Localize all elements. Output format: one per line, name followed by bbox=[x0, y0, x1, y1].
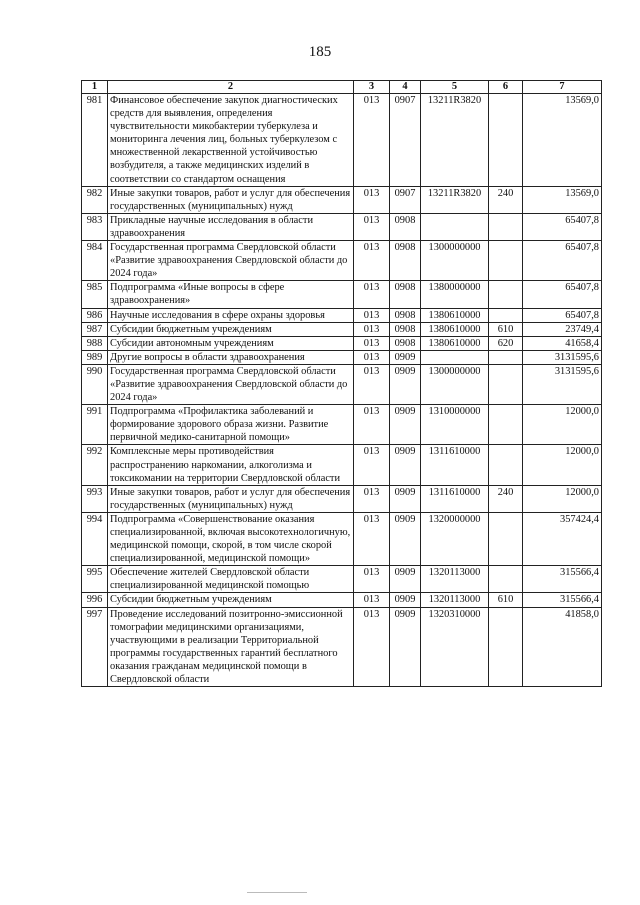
table-row bbox=[82, 593, 602, 607]
table-header-row bbox=[82, 81, 602, 94]
ministry-code-cell: 013 bbox=[354, 322, 390, 336]
amount-cell: 41658,4 bbox=[523, 336, 602, 350]
expense-type-cell bbox=[489, 281, 523, 308]
item-name-cell: Финансовое обеспечение закупок диагностических средств для выявления, определения чувствительности микобактерии туберкулеза и мониторинга лечения лиц, больных туберкулезом с множественной лекарственной устойчивостью возбудителя, а также медицинских изделий в соответствии со стандартом оснащения bbox=[108, 94, 354, 187]
row-number-cell: 989 bbox=[82, 350, 108, 364]
section-code-cell: 0909 bbox=[390, 607, 421, 687]
target-article-cell: 1380000000 bbox=[421, 281, 489, 308]
item-name-cell: Государственная программа Свердловской области «Развитие здравоохранения Свердловской области до 2024 года» bbox=[108, 364, 354, 404]
ministry-code-cell: 013 bbox=[354, 281, 390, 308]
row-number-cell: 997 bbox=[82, 607, 108, 687]
item-name-cell: Подпрограмма «Совершенствование оказания специализированной, включая высокотехнологичную, медицинской помощи, скорой, в том числе скорой специализированной, медицинской помощи» bbox=[108, 512, 354, 565]
item-name-cell: Субсидии бюджетным учреждениям bbox=[108, 593, 354, 607]
item-name-cell: Прикладные научные исследования в области здравоохранения bbox=[108, 213, 354, 240]
target-article-cell: 1310000000 bbox=[421, 405, 489, 445]
row-number-cell: 985 bbox=[82, 281, 108, 308]
row-number-cell: 987 bbox=[82, 322, 108, 336]
expense-type-cell bbox=[489, 512, 523, 565]
target-article-cell: 1380610000 bbox=[421, 336, 489, 350]
section-code-cell: 0908 bbox=[390, 213, 421, 240]
amount-cell: 65407,8 bbox=[523, 308, 602, 322]
amount-cell: 13569,0 bbox=[523, 186, 602, 213]
amount-cell: 315566,4 bbox=[523, 566, 602, 593]
target-article-cell: 1311610000 bbox=[421, 485, 489, 512]
section-code-cell: 0909 bbox=[390, 485, 421, 512]
table-row bbox=[82, 566, 602, 593]
expense-type-cell: 610 bbox=[489, 593, 523, 607]
target-article-cell: 1311610000 bbox=[421, 445, 489, 485]
budget-table bbox=[81, 80, 602, 687]
expense-type-cell bbox=[489, 405, 523, 445]
ministry-code-cell: 013 bbox=[354, 241, 390, 281]
row-number-cell: 986 bbox=[82, 308, 108, 322]
target-article-cell: 1380610000 bbox=[421, 308, 489, 322]
expense-type-cell: 240 bbox=[489, 485, 523, 512]
section-code-cell: 0909 bbox=[390, 405, 421, 445]
row-number-cell: 984 bbox=[82, 241, 108, 281]
expense-type-cell bbox=[489, 364, 523, 404]
item-name-cell: Другие вопросы в области здравоохранения bbox=[108, 350, 354, 364]
table-row bbox=[82, 336, 602, 350]
item-name-cell: Иные закупки товаров, работ и услуг для обеспечения государственных (муниципальных) нужд bbox=[108, 186, 354, 213]
section-code-cell: 0908 bbox=[390, 281, 421, 308]
section-code-cell: 0909 bbox=[390, 364, 421, 404]
ministry-code-cell: 013 bbox=[354, 607, 390, 687]
ministry-code-cell: 013 bbox=[354, 593, 390, 607]
header-col-1: 1 bbox=[82, 81, 108, 94]
section-code-cell: 0907 bbox=[390, 94, 421, 187]
table-row bbox=[82, 607, 602, 687]
table-row bbox=[82, 94, 602, 187]
target-article-cell: 1300000000 bbox=[421, 364, 489, 404]
table-row bbox=[82, 213, 602, 240]
amount-cell: 65407,8 bbox=[523, 241, 602, 281]
item-name-cell: Подпрограмма «Иные вопросы в сфере здравоохранения» bbox=[108, 281, 354, 308]
amount-cell: 357424,4 bbox=[523, 512, 602, 565]
header-col-5: 5 bbox=[421, 81, 489, 94]
amount-cell: 41858,0 bbox=[523, 607, 602, 687]
amount-cell: 3131595,6 bbox=[523, 364, 602, 404]
table-row bbox=[82, 308, 602, 322]
table-row bbox=[82, 350, 602, 364]
ministry-code-cell: 013 bbox=[354, 94, 390, 187]
target-article-cell: 1380610000 bbox=[421, 322, 489, 336]
row-number-cell: 981 bbox=[82, 94, 108, 187]
footer-divider bbox=[247, 892, 307, 893]
table-row bbox=[82, 322, 602, 336]
amount-cell: 315566,4 bbox=[523, 593, 602, 607]
expense-type-cell: 610 bbox=[489, 322, 523, 336]
ministry-code-cell: 013 bbox=[354, 186, 390, 213]
target-article-cell: 1320000000 bbox=[421, 512, 489, 565]
expense-type-cell bbox=[489, 241, 523, 281]
row-number-cell: 993 bbox=[82, 485, 108, 512]
ministry-code-cell: 013 bbox=[354, 308, 390, 322]
target-article-cell: 1320113000 bbox=[421, 566, 489, 593]
amount-cell: 12000,0 bbox=[523, 445, 602, 485]
table-row bbox=[82, 405, 602, 445]
header-col-3: 3 bbox=[354, 81, 390, 94]
section-code-cell: 0909 bbox=[390, 350, 421, 364]
ministry-code-cell: 013 bbox=[354, 512, 390, 565]
item-name-cell: Иные закупки товаров, работ и услуг для обеспечения государственных (муниципальных) нужд bbox=[108, 485, 354, 512]
ministry-code-cell: 013 bbox=[354, 405, 390, 445]
expense-type-cell: 240 bbox=[489, 186, 523, 213]
amount-cell: 12000,0 bbox=[523, 485, 602, 512]
row-number-cell: 992 bbox=[82, 445, 108, 485]
amount-cell: 3131595,6 bbox=[523, 350, 602, 364]
target-article-cell: 1320113000 bbox=[421, 593, 489, 607]
header-col-7: 7 bbox=[523, 81, 602, 94]
section-code-cell: 0908 bbox=[390, 322, 421, 336]
expense-type-cell bbox=[489, 566, 523, 593]
section-code-cell: 0909 bbox=[390, 445, 421, 485]
table-row bbox=[82, 364, 602, 404]
expense-type-cell bbox=[489, 350, 523, 364]
amount-cell: 65407,8 bbox=[523, 213, 602, 240]
ministry-code-cell: 013 bbox=[354, 485, 390, 512]
table-row bbox=[82, 281, 602, 308]
target-article-cell bbox=[421, 350, 489, 364]
row-number-cell: 996 bbox=[82, 593, 108, 607]
section-code-cell: 0908 bbox=[390, 336, 421, 350]
amount-cell: 13569,0 bbox=[523, 94, 602, 187]
table-row bbox=[82, 445, 602, 485]
expense-type-cell bbox=[489, 308, 523, 322]
item-name-cell: Комплексные меры противодействия распространению наркомании, алкоголизма и токсикомании на территории Свердловской области bbox=[108, 445, 354, 485]
ministry-code-cell: 013 bbox=[354, 445, 390, 485]
row-number-cell: 990 bbox=[82, 364, 108, 404]
section-code-cell: 0908 bbox=[390, 308, 421, 322]
item-name-cell: Субсидии автономным учреждениям bbox=[108, 336, 354, 350]
item-name-cell: Субсидии бюджетным учреждениям bbox=[108, 322, 354, 336]
item-name-cell: Проведение исследований позитронно-эмиссионной томографии медицинскими организациями, участвующими в реализации Территориальной программы государственных гарантий бесплатного оказания гражданам медицинской помощи в Свердловской области bbox=[108, 607, 354, 687]
target-article-cell: 1320310000 bbox=[421, 607, 489, 687]
table-row bbox=[82, 186, 602, 213]
row-number-cell: 988 bbox=[82, 336, 108, 350]
expense-type-cell bbox=[489, 445, 523, 485]
table-body bbox=[82, 94, 602, 687]
target-article-cell: 13211R3820 bbox=[421, 94, 489, 187]
item-name-cell: Государственная программа Свердловской области «Развитие здравоохранения Свердловской области до 2024 года» bbox=[108, 241, 354, 281]
amount-cell: 23749,4 bbox=[523, 322, 602, 336]
section-code-cell: 0908 bbox=[390, 241, 421, 281]
row-number-cell: 983 bbox=[82, 213, 108, 240]
target-article-cell: 13211R3820 bbox=[421, 186, 489, 213]
table-row bbox=[82, 241, 602, 281]
item-name-cell: Подпрограмма «Профилактика заболеваний и формирование здорового образа жизни. Развитие первичной медико-санитарной помощи» bbox=[108, 405, 354, 445]
expense-type-cell: 620 bbox=[489, 336, 523, 350]
ministry-code-cell: 013 bbox=[354, 213, 390, 240]
ministry-code-cell: 013 bbox=[354, 364, 390, 404]
section-code-cell: 0909 bbox=[390, 593, 421, 607]
target-article-cell bbox=[421, 213, 489, 240]
target-article-cell: 1300000000 bbox=[421, 241, 489, 281]
ministry-code-cell: 013 bbox=[354, 566, 390, 593]
section-code-cell: 0909 bbox=[390, 512, 421, 565]
ministry-code-cell: 013 bbox=[354, 350, 390, 364]
row-number-cell: 991 bbox=[82, 405, 108, 445]
section-code-cell: 0907 bbox=[390, 186, 421, 213]
item-name-cell: Научные исследования в сфере охраны здоровья bbox=[108, 308, 354, 322]
section-code-cell: 0909 bbox=[390, 566, 421, 593]
row-number-cell: 994 bbox=[82, 512, 108, 565]
header-col-6: 6 bbox=[489, 81, 523, 94]
header-col-4: 4 bbox=[390, 81, 421, 94]
row-number-cell: 995 bbox=[82, 566, 108, 593]
expense-type-cell bbox=[489, 213, 523, 240]
table-row bbox=[82, 485, 602, 512]
expense-type-cell bbox=[489, 607, 523, 687]
expense-type-cell bbox=[489, 94, 523, 187]
page-number: 185 bbox=[308, 44, 332, 60]
ministry-code-cell: 013 bbox=[354, 336, 390, 350]
table-row bbox=[82, 512, 602, 565]
header-col-2: 2 bbox=[108, 81, 354, 94]
amount-cell: 65407,8 bbox=[523, 281, 602, 308]
row-number-cell: 982 bbox=[82, 186, 108, 213]
item-name-cell: Обеспечение жителей Свердловской области специализированной медицинской помощью bbox=[108, 566, 354, 593]
amount-cell: 12000,0 bbox=[523, 405, 602, 445]
